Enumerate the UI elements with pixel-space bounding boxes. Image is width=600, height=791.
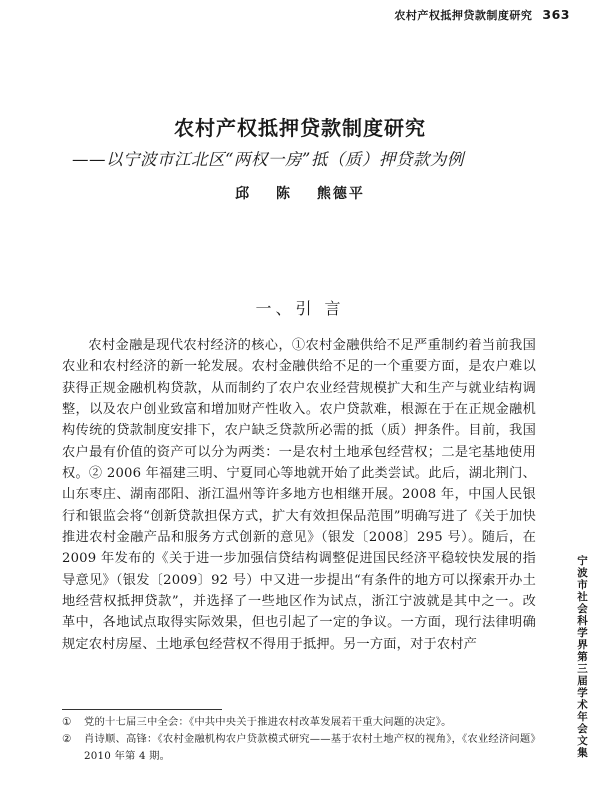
footnote-divider	[62, 709, 222, 710]
body-text	[62, 335, 536, 655]
running-header-title: 农村产权抵押贷款制度研究	[394, 9, 533, 22]
footnote-2	[62, 731, 536, 765]
footnote-mark: ①	[62, 716, 72, 728]
article-authors: 邱 陈 熊德平	[235, 186, 365, 202]
section-heading: 一、引 言	[255, 299, 345, 318]
footnote-text: 党的十七届三中全会：《中共中央关于推进农村改革发展若干重大问题的决定》。	[84, 716, 452, 728]
footnotes	[62, 714, 536, 765]
article-subtitle: ——以宁波市江北区“两权一房”抵（质）押贷款为例	[72, 150, 464, 169]
running-header	[394, 7, 570, 23]
article-title: 农村产权抵押贷款制度研究	[174, 116, 426, 140]
page-number: 363	[542, 7, 570, 22]
footnote-mark: ②	[62, 733, 72, 745]
side-vertical-caption: 宁波市社会科学界第三届学术年会文集	[576, 555, 588, 759]
body-paragraph: 农村金融是现代农村经济的核心，①农村金融供给不足严重制约着当前我国农业和农村经济的新一轮发展。农村金融供给不足的一个重要方面，是农户难以获得正规金融机构贷款，从而制约了农户农业经营规模扩大和生产与就业结构调整，以及农户创业致富和增加财产性收入。农户贷款难，根源在于在正规金融机构传统的贷款制度安排下，农户缺乏贷款所必需的抵（质）押条件。目前，我国农户最有价值的资产可以分为两类：一是农村土地承包经营权；二是宅基地使用权。② 2006 年福建三明、宁夏同心等地就开始了此类尝试。此后，湖北荆门、山东枣庄、湖南邵阳、浙江温州等许多地方也相继开展。2008 年，中国人民银行和银监会将“创新贷款担保方式，扩大有效担保品范围”明确写进了《关于加快推进农村金融产品和服务方式创新的意见》（银发〔2008〕295 号）。随后，在 2009 年发布的《关于进一步加强信贷结构调整促进国民经济平稳较快发展的指导意见》（银发〔2009〕92 号）中又进一步提出“有条件的地方可以探索开办土地经营权抵押贷款”，并选择了一些地区作为试点，浙江宁波就是其中之一。改革中，各地试点取得实际效果，但也引起了一定的争议。一方面，现行法律明确规定农村房屋、土地承包经营权不得用于抵押。另一方面，对于农村产	[62, 338, 536, 652]
footnote-1	[62, 714, 536, 731]
footnote-text: 肖诗顺、高锋：《农村金融机构农户贷款模式研究——基于农村土地产权的视角》，《农业经济问题》2010 年第 4 期。	[84, 733, 536, 762]
